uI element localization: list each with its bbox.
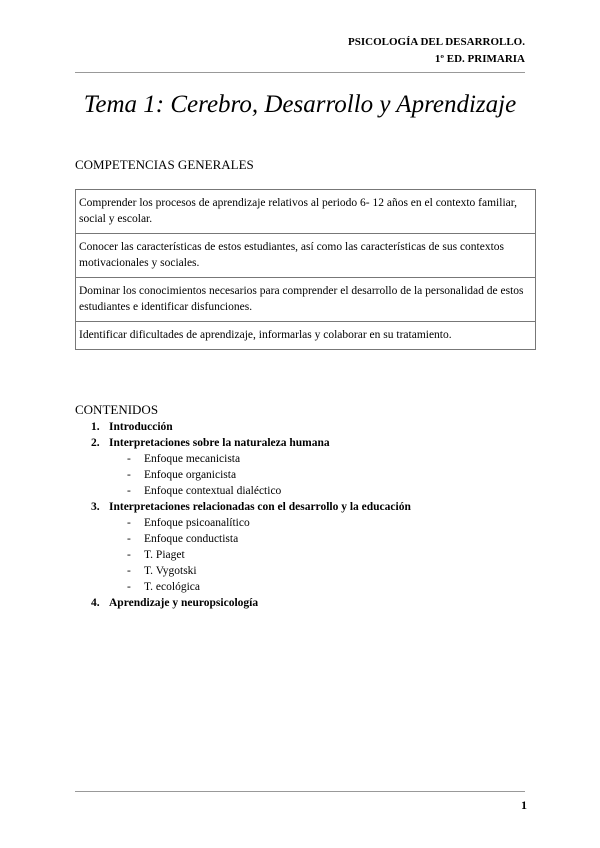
contenido-item [75, 419, 525, 435]
item-number: 2. [91, 437, 100, 449]
dash-marker: - [127, 517, 131, 529]
competencias-heading: COMPETENCIAS GENERALES [75, 157, 254, 172]
sub-item [75, 467, 525, 483]
sub-item [75, 451, 525, 467]
dash-marker: - [127, 565, 131, 577]
sub-item-label: T. Piaget [144, 549, 185, 561]
sub-item-label: T. ecológica [144, 581, 200, 593]
competencia-row: Comprender los procesos de aprendizaje relativos al periodo 6- 12 años en el contexto familiar, social y escolar. [76, 190, 535, 234]
sub-item-label: Enfoque organicista [144, 469, 237, 481]
header-course: 1º ED. PRIMARIA [434, 53, 525, 65]
header-subject: PSICOLOGÍA DEL DESARROLLO. [348, 36, 525, 48]
item-number: 1. [91, 421, 100, 433]
dash-marker: - [127, 453, 131, 465]
competencia-row: Identificar dificultades de aprendizaje, informarlas y colaborar en su tratamiento. [79, 329, 452, 341]
dash-marker: - [127, 581, 131, 593]
document-header [225, 34, 525, 68]
contenido-item [75, 435, 525, 451]
page-number: 1 [521, 798, 527, 812]
competencia-row: Dominar los conocimientos necesarios para comprender el desarrollo de la personalidad de estos estudiantes e identificar disfunciones. [76, 278, 535, 322]
dash-marker: - [127, 469, 131, 481]
sub-item [75, 515, 525, 531]
sub-item-label: Enfoque conductista [144, 533, 239, 545]
sub-item-label: Enfoque psicoanalítico [144, 517, 250, 529]
item-label: Aprendizaje y neuropsicología [109, 597, 259, 609]
contenido-item [75, 499, 525, 515]
contenidos-heading: CONTENIDOS [75, 402, 159, 417]
dash-marker: - [127, 549, 131, 561]
sub-item [75, 531, 525, 547]
sub-item [75, 483, 525, 499]
item-label: Interpretaciones relacionadas con el desarrollo y la educación [109, 501, 411, 513]
contenidos-list [75, 419, 525, 611]
header-divider [75, 72, 525, 73]
footer-divider [75, 791, 525, 792]
item-label: Interpretaciones sobre la naturaleza humana [109, 437, 330, 449]
sub-item [75, 563, 525, 579]
competencia-row: Conocer las características de estos estudiantes, así como las características de sus contextos motivacionales y sociales. [76, 234, 535, 278]
contenido-item [75, 595, 525, 611]
page-title: Tema 1: Cerebro, Desarrollo y Aprendizaje [83, 91, 517, 118]
sub-item-label: Enfoque mecanicista [144, 453, 241, 465]
dash-marker: - [127, 533, 131, 545]
sub-item-label: Enfoque contextual dialéctico [144, 485, 282, 497]
competencias-table [75, 189, 536, 350]
sub-item [75, 579, 525, 595]
item-number: 3. [91, 501, 100, 513]
dash-marker: - [127, 485, 131, 497]
item-label: Introducción [109, 421, 173, 433]
sub-item-label: T. Vygotski [144, 565, 197, 577]
sub-item [75, 547, 525, 563]
item-number: 4. [91, 597, 100, 609]
